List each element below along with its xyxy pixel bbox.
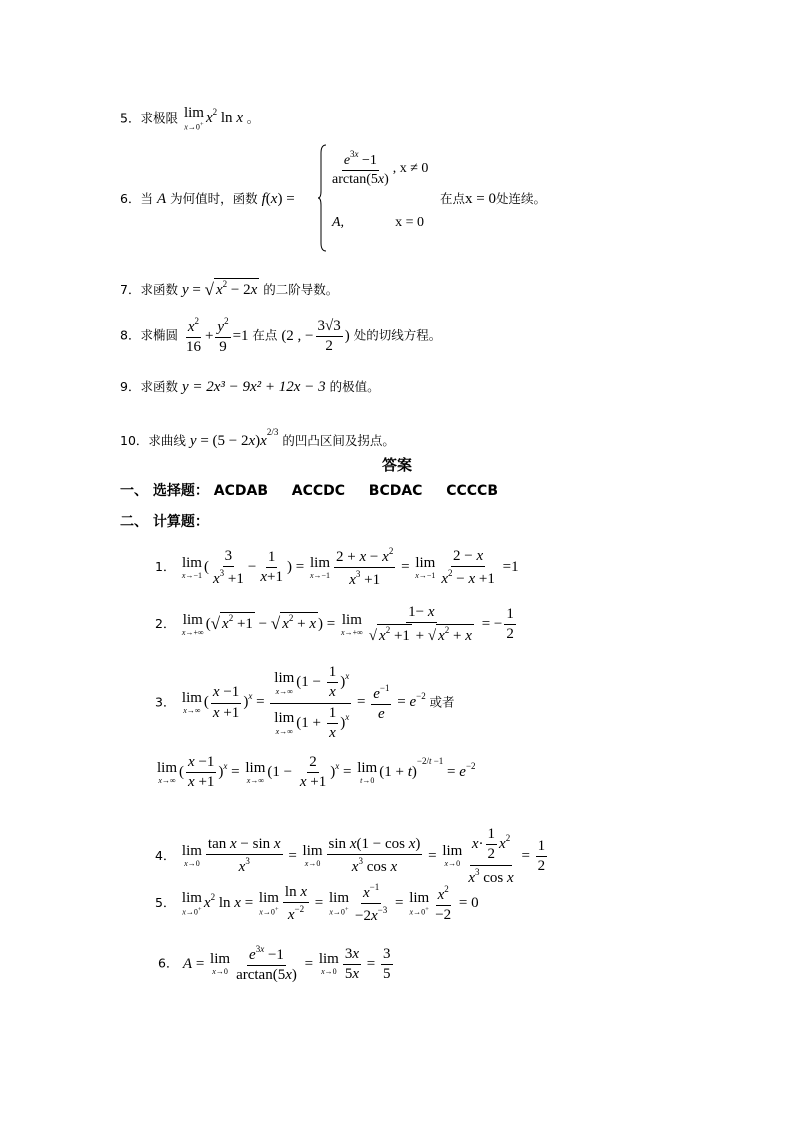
problem-6-case-2-cond: x = 0 (395, 215, 424, 230)
problem-6-text-2: 为何值时，函数 (170, 191, 258, 206)
answer-6-number: 6． (158, 955, 179, 971)
answer-2 (155, 604, 518, 646)
problem-6-tail (440, 192, 546, 207)
problem-5-end: 。 (246, 110, 260, 126)
answer-4-number: 4． (155, 847, 176, 863)
problem-8-point: (2 , − $\frac{3√3}{2}$ ) (281, 317, 350, 354)
problem-7-formula: y = √ $x^2 - 2x$ (181, 279, 258, 299)
answer-2-formula: lim x→+∞ (√ $x^2 +1$ − √ $x^2 + x$ ) = lim x→+∞ $\frac{1- x}{√ x^2 +1 + √ x^2 + x}$ = − $\frac{1}{2}$ (181, 604, 514, 645)
problem-8-end: 处的切线方程。 (353, 327, 442, 343)
problem-6-lead (120, 192, 295, 207)
answer-5-number: 5． (155, 895, 176, 911)
choice-group-3: BCDAC (368, 483, 423, 499)
problem-6-text-3: 在点 (440, 191, 466, 206)
problem-9 (120, 380, 380, 395)
problem-5 (120, 106, 259, 132)
left-brace-icon (318, 143, 328, 253)
problem-9-formula: y = 2x³ − 9x² + 12x − 3 (181, 379, 326, 395)
problem-7-end: 的二阶导数。 (263, 282, 339, 297)
answer-3 (155, 664, 454, 742)
answer-6-formula: A = lim x→0 $\frac{e^{3x} -1}{\arctan(5x)}$ = lim x→0 $\frac{3x}{5x}$ = $\frac{3}{5}$ (182, 944, 391, 984)
problem-10 (120, 428, 395, 449)
problem-6-func-label: f(x) = (261, 191, 295, 207)
answer-4-formula: lim x→0 $\frac{\text{tan x − sin x}}{x^3}$ = lim x→0 $\frac{\text{sin x(1 − cos x)}}{x^3 \cos x}$ = lim x→0 x· $\frac{1}{2}$ $x^2$ $x^3$ cos x = $\frac{1}{2}$ (181, 826, 546, 886)
problem-5-text: 求极限 (140, 110, 178, 126)
problem-7-text: 求函数 (140, 282, 178, 297)
problem-8-number: 8． (120, 327, 141, 343)
problem-8-text-2: 在点 (252, 327, 278, 343)
choice-group-2: ACCDC (291, 483, 346, 499)
problem-6-case-2-val: A, (332, 215, 345, 230)
problem-6-number: 6． (120, 191, 141, 206)
problem-9-end: 的极值。 (329, 379, 380, 394)
problem-6-text-1: 当 (140, 191, 153, 206)
problem-8-text: 求椭圆 (140, 327, 178, 343)
choice-group-1: ACDAB (213, 483, 268, 499)
choice-section-label: 一、 选择题： (120, 483, 209, 499)
answer-4 (155, 826, 549, 887)
answer-1-formula: lim x→−1 ( $\frac{3}{x^3 +1}$ − $\frac{1}{x+1}$ ) = lim x→−1 $\frac{2 + x - x^2}{x^3 +1}$ = lim x→−1 $\frac{2 - x}{x^2 - x +1}$ =1 (181, 546, 519, 589)
answer-6 (158, 944, 395, 985)
problem-5-number: 5． (120, 110, 141, 126)
problem-5-formula: lim x→0+ $x^2$ ln x (183, 105, 243, 132)
choice-group-4: CCCCB (446, 483, 498, 499)
problem-6-case-1: $\frac{e^{3x} -1}{\arctan(5x)}$ , x ≠ 0 (332, 149, 429, 188)
problem-7 (120, 278, 338, 299)
choice-section (120, 480, 498, 500)
answer-3-alt (155, 754, 476, 792)
answers-title: 答案 (382, 456, 413, 474)
problem-9-number: 9． (120, 379, 141, 394)
answer-2-number: 2． (155, 616, 176, 632)
problem-9-text: 求函数 (140, 379, 178, 394)
problem-6-point: x = 0 (465, 191, 496, 207)
answer-3-number: 3． (155, 694, 176, 710)
answer-1 (155, 546, 519, 590)
problem-10-end: 的凹凸区间及拐点。 (282, 433, 395, 448)
problem-10-text: 求曲线 (148, 433, 186, 448)
answer-3-alt-formula: lim x→∞ ( $\frac{x -1}{x +1}$ )$^x$ = lim x→∞ (1 − $\frac{2}{x +1}$ )$^x$ = lim t→0 $(1 + t)^{-2/t -1} = e^{-2}$ (157, 754, 476, 791)
answer-5 (155, 882, 479, 926)
problem-6-piecewise (318, 143, 438, 253)
problem-8-ellipse: $\frac{x^2}{16}$ + $\frac{y^2}{9}$ =1 (185, 316, 253, 356)
problem-7-number: 7． (120, 282, 141, 297)
problem-6-case-1-cond: , x ≠ 0 (392, 160, 429, 176)
problem-6-text-4: 处连续。 (495, 191, 546, 206)
problem-8 (120, 316, 441, 357)
answer-1-number: 1． (155, 559, 176, 575)
problem-10-number: 10． (120, 433, 149, 448)
answer-3-or: 或者 (429, 694, 455, 710)
calc-section-label: 二、 计算题： (120, 514, 209, 530)
problem-6-case-2 (332, 215, 424, 231)
answer-3-formula: lim x→∞ ( $\frac{x -1}{x +1}$ )$^x$ = lim x→∞ (1 − $\frac{1}{x}$ )$^x$ lim x→∞ (1 + $\frac{1}{x}$ )$^x$ = $\frac{e^{-1}}{e}$ = $e^{-2}$ (181, 664, 426, 741)
problem-10-formula: $y = (5 - 2x)x^{2/3}$ (189, 427, 279, 449)
answer-5-formula: lim x→0+ $x^2$ ln x = lim x→0+ $\frac{\text{ln x}}{x^{-2}}$ = lim x→0+ $\frac{x^{-1}}{-2x^{-3}}$ = lim x→0+ $\frac{x^2}{-2}$ = 0 (181, 882, 479, 925)
problem-6-var-a: A (156, 191, 167, 207)
